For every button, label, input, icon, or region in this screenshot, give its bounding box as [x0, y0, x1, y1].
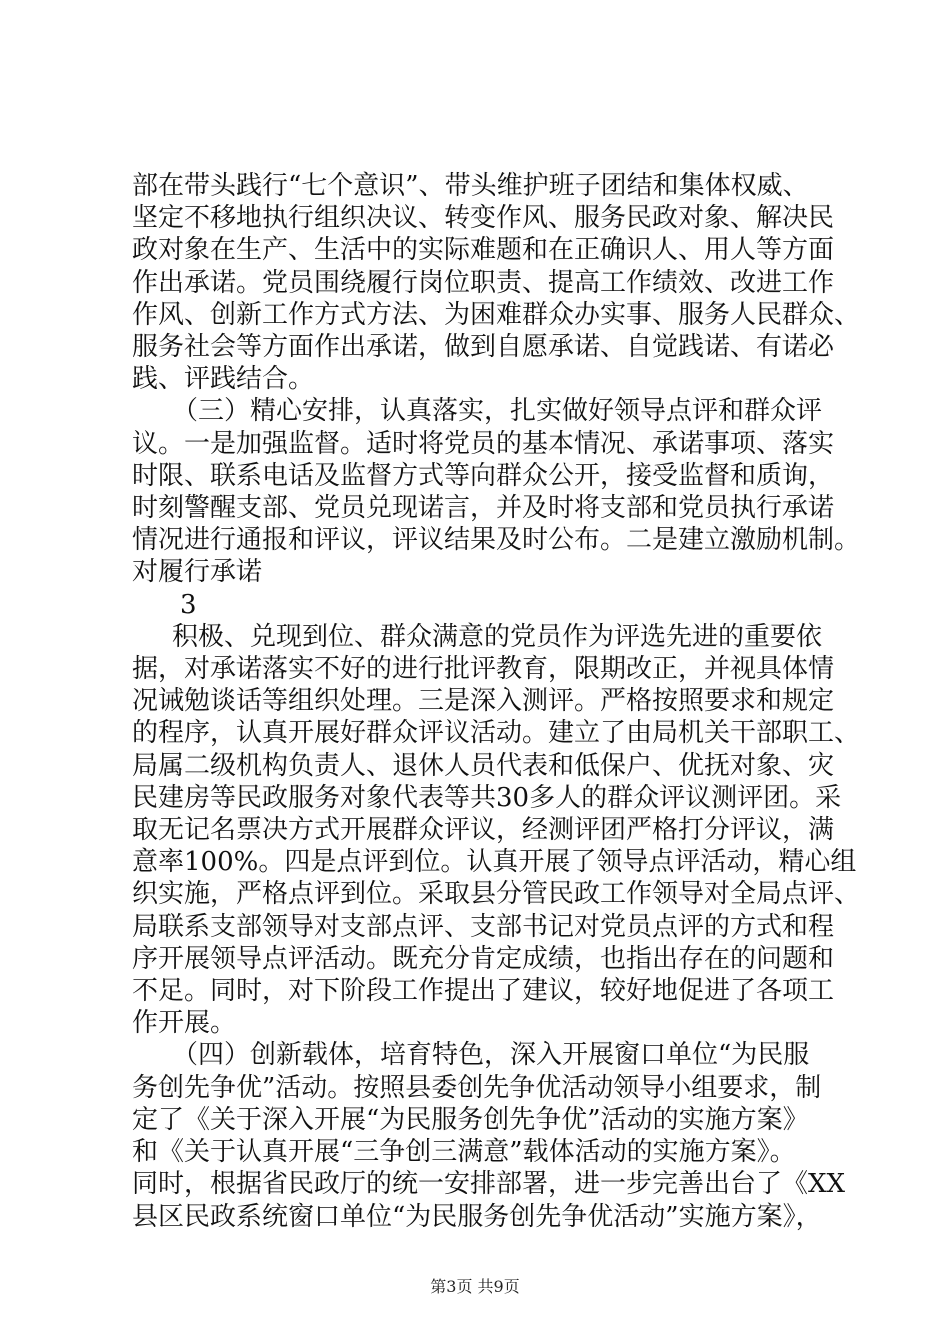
text-line: 序开展领导点评活动。既充分肯定成绩，也指出存在的问题和: [132, 943, 835, 974]
text-line: 局属二级机构负责人、退休人员代表和低保户、优抚对象、灾: [132, 750, 835, 781]
text-line: 据，对承诺落实不好的进行批评教育，限期改正，并视具体情: [132, 654, 835, 685]
text-line: 时刻警醒支部、党员兑现诺言，并及时将支部和党员执行承诺: [132, 493, 835, 524]
text-line: 织实施，严格点评到位。采取县分管民政工作领导对全局点评、: [132, 879, 861, 910]
document-body: [132, 170, 861, 1233]
text-line: 作出承诺。党员围绕履行岗位职责、提高工作绩效、改进工作: [132, 267, 835, 298]
section-heading-line: （三）精心安排，认真落实，扎实做好领导点评和群众评: [172, 396, 823, 427]
text-line: 作风、创新工作方式方法、为困难群众办实事、服务人民群众、: [132, 299, 861, 330]
text-line: 践、评践结合。: [132, 364, 315, 395]
text-line: 务创先争优”活动。按照县委创先争优活动领导小组要求，制: [132, 1072, 822, 1103]
text-line: 的程序，认真开展好群众评议活动。建立了由局机关干部职工、: [132, 718, 861, 749]
text-line: 时限、联系电话及监督方式等向群众公开，接受监督和质询，: [132, 460, 835, 491]
text-line: 积极、兑现到位、群众满意的党员作为评选先进的重要依: [172, 621, 823, 652]
text-line: 坚定不移地执行组织决议、转变作风、服务民政对象、解决民: [132, 203, 835, 234]
text-line: 议。一是加强监督。适时将党员的基本情况、承诺事项、落实: [132, 428, 835, 459]
text-line: 部在带头践行“七个意识”、带头维护班子团结和集体权威、: [132, 171, 809, 201]
text-line: 况诫勉谈话等组织处理。三是深入测评。严格按照要求和规定: [132, 686, 835, 717]
text-line: 对履行承诺: [132, 557, 263, 588]
page-footer: 第3页 共9页: [430, 1277, 520, 1296]
text-line: 取无记名票决方式开展群众评议，经测评团严格打分评议，满: [132, 815, 835, 846]
text-line: 不足。同时，对下阶段工作提出了建议，较好地促进了各项工: [132, 976, 835, 1007]
inline-page-number: 3: [180, 589, 197, 620]
text-line: 民建房等民政服务对象代表等共30多人的群众评议测评团。采: [132, 782, 842, 813]
text-line: 和《关于认真开展“三争创三满意”载体活动的实施方案》。: [132, 1137, 796, 1168]
text-line: 服务社会等方面作出承诺，做到自愿承诺、自觉践诺、有诺必: [132, 332, 835, 363]
text-line: 局联系支部领导对支部点评、支部书记对党员点评的方式和程: [132, 911, 835, 942]
text-line: 政对象在生产、生活中的实际难题和在正确识人、用人等方面: [132, 235, 835, 266]
text-line: 情况进行通报和评议，评议结果及时公布。二是建立激励机制。: [132, 525, 861, 556]
text-line: 定了《关于深入开展“为民服务创先争优”活动的实施方案》: [132, 1104, 809, 1135]
text-line: 县区民政系统窗口单位“为民服务创先争优活动”实施方案》，: [132, 1201, 822, 1232]
section-heading-line: （四）创新载体，培育特色，深入开展窗口单位“为民服: [172, 1040, 810, 1071]
text-line: 同时，根据省民政厅的统一安排部署，进一步完善出台了《XX: [132, 1169, 846, 1200]
text-line: 意率100%。四是点评到位。认真开展了领导点评活动，精心组: [132, 847, 857, 878]
text-line: 作开展。: [132, 1008, 237, 1039]
